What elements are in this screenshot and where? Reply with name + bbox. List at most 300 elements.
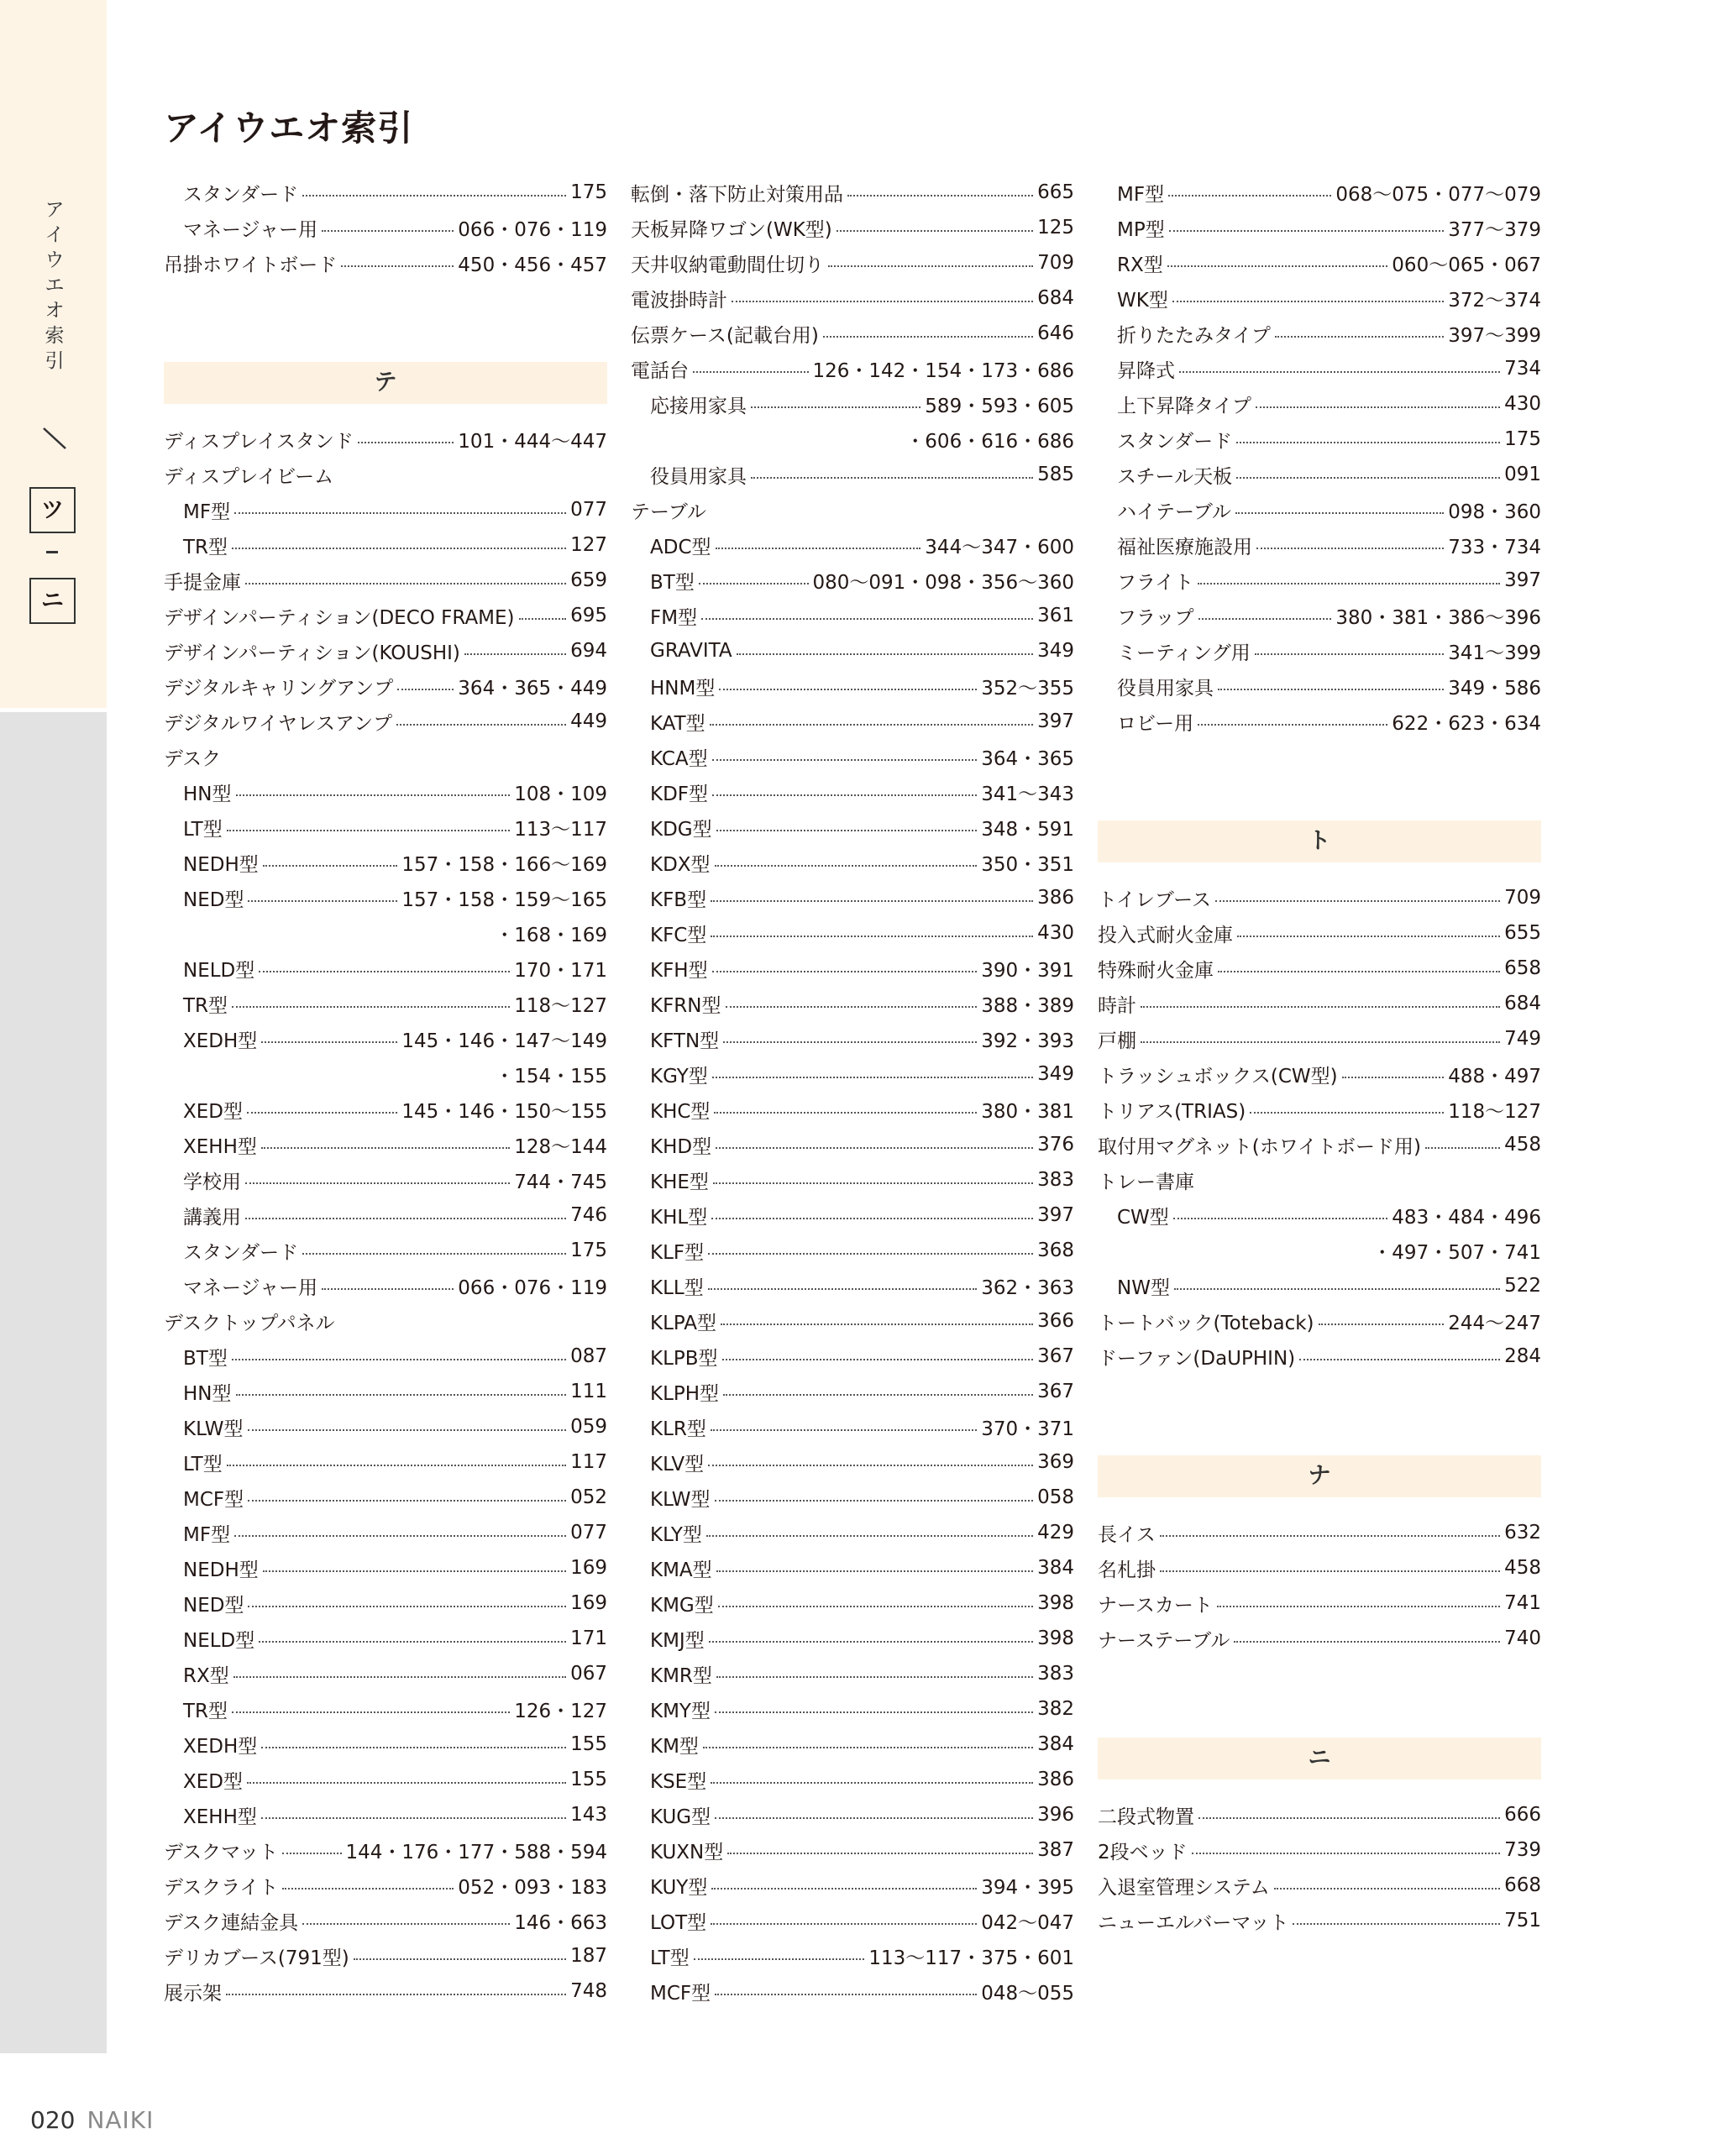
index-subentry [631,1586,1074,1621]
dot-leader [1218,971,1500,972]
entry-term: 講義用 [183,1206,241,1229]
section-heading: ニ [1098,1738,1541,1779]
entry-pages: 390・391 [981,959,1074,982]
entry-pages: 751 [1504,1910,1541,1931]
entry-pages: 364・365・449 [458,677,607,700]
index-subentry [631,1691,1074,1727]
index-subentry [1098,563,1541,598]
entry-pages: 349・586 [1448,677,1541,700]
entry-pages: 143 [570,1804,607,1826]
dot-leader [694,1958,865,1960]
dot-leader [721,1323,1033,1325]
entry-pages: 668 [1504,1874,1541,1896]
index-subentry [631,1444,1074,1480]
dot-leader [1234,1641,1500,1643]
index-subentry [631,1868,1074,1903]
entry-term: テーブル [631,501,706,523]
index-range-start-tab[interactable]: ツ [29,487,76,533]
index-subentry [631,1656,1074,1691]
index-subentry [164,845,607,880]
entry-pages: 349 [1037,1063,1074,1085]
dot-leader [397,689,454,690]
entry-pages: 344〜347・600 [925,536,1074,558]
dot-leader [302,1923,510,1925]
entry-pages: 740 [1504,1627,1541,1649]
dot-leader [1236,477,1500,479]
entry-term: デスク連結金具 [164,1911,299,1934]
entry-pages: 187 [570,1945,607,1967]
index-entry [1098,915,1541,951]
entry-term: TR型 [183,1700,228,1722]
index-subentry [1098,316,1541,351]
entry-term: NEDH型 [183,853,259,876]
entry-term: トラッシュボックス(CW型) [1098,1065,1338,1088]
entry-pages: 144・176・177・588・594 [345,1841,607,1863]
entry-pages: 101・444〜447 [458,430,607,453]
dot-leader [712,1077,1033,1078]
entry-pages: 458 [1504,1557,1541,1579]
dot-leader [712,971,978,972]
index-entry [1098,1162,1541,1198]
entry-term: MCF型 [650,1982,711,2005]
index-subentry [631,1303,1074,1339]
index-entry [631,245,1074,280]
entry-pages: 118〜127 [1448,1100,1541,1123]
entry-pages: 108・109 [514,783,607,805]
dot-leader [711,1782,1033,1784]
entry-pages: 126・127 [514,1700,607,1722]
index-entry [631,492,1074,527]
index-entry [1098,1550,1541,1586]
entry-term: フラップ [1117,606,1194,629]
entry-pages: 388・389 [981,994,1074,1017]
entry-pages: 113〜117・375・601 [868,1947,1074,1969]
entry-term: トートバック(Toteback) [1098,1312,1314,1334]
index-subentry [1098,668,1541,704]
index-column-2 [631,175,1074,2009]
dot-leader [722,1359,1034,1360]
index-subentry [164,1268,607,1303]
dot-leader [708,1465,1033,1466]
index-subentry [631,1727,1074,1762]
entry-term: KLL型 [650,1276,704,1299]
entry-pages: 169 [570,1592,607,1614]
dot-leader [302,195,566,197]
index-entry [164,1303,607,1339]
index-subentry [164,1691,607,1727]
dot-leader [711,1429,977,1431]
entry-pages: 744・745 [514,1171,607,1193]
entry-term: KFH型 [650,959,708,982]
entry-term: XEDH型 [183,1735,258,1758]
entry-term: 時計 [1098,994,1136,1017]
dot-leader [699,583,809,584]
index-subentry [631,810,1074,845]
index-subentry [1098,492,1541,527]
entry-term: デザインパーティション(DECO FRAME) [164,606,515,629]
entry-term: 長イス [1098,1523,1156,1546]
index-entry [164,1938,607,1973]
entry-term: 天井収納電動間仕切り [631,254,824,276]
dot-leader [1274,1888,1500,1890]
entry-pages: 118〜127 [514,994,607,1017]
entry-term: フライト [1117,571,1194,594]
entry-term: 手提金庫 [164,571,241,594]
entry-pages: 384 [1037,1733,1074,1755]
entry-term: KLW型 [650,1488,711,1511]
index-subentry [631,527,1074,563]
index-subentry [164,774,607,810]
entry-term: FM型 [650,606,698,629]
entry-term: XEHH型 [183,1135,257,1158]
entry-pages: 362・363 [981,1276,1074,1299]
index-subentry [1098,598,1541,633]
dot-leader [519,618,567,620]
entry-term: KAT型 [650,712,705,735]
entry-pages: 368 [1037,1240,1074,1261]
entry-term: NEDH型 [183,1559,259,1581]
dot-leader [263,865,398,867]
index-entry [164,422,607,457]
entry-pages: 449 [570,710,607,732]
entry-term: 昇降式 [1117,359,1175,382]
entry-pages: 622・623・634 [1392,712,1541,735]
entry-term: トリアス(TRIAS) [1098,1100,1246,1123]
index-subentry [1098,280,1541,316]
entry-pages: 080〜091・098・356〜360 [812,571,1074,594]
entry-pages: 659 [570,569,607,591]
entry-pages: 739 [1504,1839,1541,1861]
dot-leader [715,1711,1033,1713]
entry-pages: 244〜247 [1448,1312,1541,1334]
dot-leader [245,1182,510,1184]
entry-term: XED型 [183,1100,243,1123]
entry-pages: 284 [1504,1345,1541,1367]
entry-term: LT型 [183,1453,223,1475]
dot-leader [1215,900,1500,902]
entry-pages: 684 [1037,287,1074,309]
entry-term: ミーティング用 [1117,642,1251,664]
entry-term: 応接用家具 [650,395,747,417]
index-entry [164,1903,607,1938]
entry-pages: 091 [1504,464,1541,485]
index-column-3 [1098,175,1541,1938]
entry-pages: 170・171 [514,959,607,982]
entry-pages: 059 [570,1416,607,1438]
section-spacer [1098,1656,1541,1727]
entry-pages: 450・456・457 [458,254,607,276]
entry-term: スタンダード [1117,430,1233,453]
dot-leader [1174,1288,1500,1290]
dot-leader [708,1253,1033,1255]
index-subentry [164,210,607,245]
index-subentry [164,1127,607,1162]
section-spacer [1098,739,1541,810]
entry-term: KUXN型 [650,1841,724,1863]
index-subentry [164,951,607,986]
entry-term: XEDH型 [183,1030,258,1052]
dot-leader [464,653,566,655]
entry-pages: 488・497 [1448,1065,1541,1088]
index-subentry [631,1162,1074,1198]
entry-pages: 709 [1504,887,1541,909]
dot-leader [1256,548,1444,549]
index-subentry [631,915,1074,951]
entry-pages: 370・371 [981,1418,1074,1440]
entry-pages: 067 [570,1663,607,1685]
entry-term: NED型 [183,1594,244,1617]
dot-leader [282,1888,454,1890]
entry-pages: 175 [570,181,607,203]
dot-leader [1218,689,1444,690]
entry-term: LT型 [650,1947,690,1969]
entry-term: デリカブース(791型) [164,1947,349,1969]
index-entry [631,316,1074,351]
dot-leader [727,1853,1033,1854]
entry-term: 福祉医療施設用 [1117,536,1252,558]
entry-term: 二段式物置 [1098,1806,1194,1828]
index-entry [1098,1021,1541,1056]
entry-pages: 369 [1037,1451,1074,1473]
entry-term: ナーステーブル [1098,1629,1230,1652]
index-subentry [164,492,607,527]
index-subentry [631,563,1074,598]
dot-leader [711,936,1033,937]
index-entry [1098,1515,1541,1550]
index-subentry [164,1621,607,1656]
entry-pages: 746 [570,1204,607,1226]
entry-pages: 146・663 [514,1911,607,1934]
index-subentry [164,1515,607,1550]
entry-term: 入退室管理システム [1098,1876,1270,1899]
index-subentry [164,527,607,563]
section-spacer [164,280,607,351]
entry-term: HN型 [183,783,232,805]
index-entry [1098,1303,1541,1339]
index-entry [164,704,607,739]
dot-leader [247,1112,397,1114]
entry-pages: 058 [1037,1486,1074,1508]
entry-pages: 734 [1504,358,1541,380]
entry-term: GRAVITA [650,640,732,662]
index-column-1 [164,175,607,2009]
dot-leader [248,900,397,902]
dot-leader [837,230,1033,232]
dot-leader [1235,512,1444,514]
index-range-end-tab[interactable]: ニ [29,578,76,624]
entry-term: KMA型 [650,1559,712,1581]
index-subentry [631,739,1074,774]
entry-pages: 349 [1037,640,1074,662]
dot-leader [712,759,978,761]
dot-leader [711,1888,977,1890]
entry-pages: 380・381・386〜396 [1335,606,1541,629]
entry-pages: 098・360 [1448,501,1541,523]
dot-leader [233,1676,566,1678]
entry-term: ADC型 [650,536,711,558]
entry-term: デスクライト [164,1876,279,1899]
entry-term: LOT型 [650,1911,707,1934]
entry-term: 折りたたみタイプ [1117,324,1271,347]
index-subentry [631,1092,1074,1127]
entry-term: KDG型 [650,818,712,841]
index-subentry [631,1268,1074,1303]
index-subentry [164,1233,607,1268]
index-entry [631,175,1074,210]
entry-pages: 361 [1037,605,1074,626]
dot-leader [710,724,1033,726]
entry-pages: 377〜379 [1448,218,1541,241]
entry-term: ロビー用 [1117,712,1194,735]
entry-term: スチール天板 [1117,465,1233,488]
dot-leader [322,230,454,232]
entry-term: KLY型 [650,1523,702,1546]
dot-leader [1192,1853,1500,1854]
dot-leader [716,548,921,549]
index-subentry [631,1621,1074,1656]
entry-pages: ・606・616・686 [905,430,1074,453]
diagonal-slash-divider [37,420,74,457]
dot-leader [1198,583,1500,584]
dot-leader [1198,618,1332,620]
entry-pages: 380・381 [981,1100,1074,1123]
dot-leader [715,865,978,867]
index-subentry [631,951,1074,986]
dot-leader [1299,1359,1500,1360]
entry-pages: 458 [1504,1134,1541,1156]
dot-leader [703,1747,1033,1748]
entry-pages: 392・393 [981,1030,1074,1052]
dot-leader [712,794,977,796]
dot-leader [1160,1570,1500,1572]
entry-term: マネージャー用 [183,218,318,241]
dot-leader [716,1147,1033,1149]
dot-leader [711,900,1033,902]
entry-pages: 127 [570,534,607,556]
entry-term: CW型 [1117,1206,1169,1229]
index-subentry [1098,351,1541,386]
index-entry [164,1973,607,2009]
entry-term: KUG型 [650,1806,711,1828]
dot-leader [716,1676,1033,1678]
entry-term: KMJ型 [650,1629,705,1652]
dot-leader [234,512,566,514]
entry-pages: 169 [570,1557,607,1579]
entry-term: ニューエルバーマット [1098,1911,1289,1934]
entry-term: KCA型 [650,747,708,770]
entry-pages: 157・158・159〜165 [401,888,607,911]
dot-leader [263,1570,566,1572]
entry-term: KUY型 [650,1876,708,1899]
entry-term: ディスプレイスタンド [164,430,354,453]
entry-pages: 126・142・154・173・686 [812,359,1074,382]
index-subentry [164,1021,607,1056]
index-entry [164,739,607,774]
dot-leader [282,1853,341,1854]
entry-pages: 665 [1037,181,1074,203]
index-entry [1098,1868,1541,1903]
entry-pages: 741 [1504,1592,1541,1614]
dot-leader [341,265,454,267]
index-subentry [164,1656,607,1691]
index-subentry [164,1409,607,1444]
dot-leader [302,1253,566,1255]
entry-term: マネージャー用 [183,1276,318,1299]
entry-pages: 655 [1504,922,1541,944]
entry-pages: 113〜117 [514,818,607,841]
dot-leader [716,830,978,831]
entry-pages: 684 [1504,993,1541,1014]
entry-pages: 367 [1037,1345,1074,1367]
entry-term: デスク [164,747,222,770]
index-subentry [164,175,607,210]
section-heading: ト [1098,820,1541,862]
entry-pages: ・168・169 [495,924,607,946]
entry-term: MF型 [183,501,231,523]
dot-leader [1256,406,1500,408]
dot-leader [823,336,1033,338]
entry-pages: 387 [1037,1839,1074,1861]
entry-term: TR型 [183,536,228,558]
dot-leader [1250,1112,1444,1114]
entry-pages: 060〜065・067 [1392,254,1541,276]
entry-pages: 666 [1504,1804,1541,1826]
entry-pages: 111 [570,1381,607,1402]
index-entry-continuation [164,915,607,951]
entry-pages: ・497・507・741 [1372,1241,1541,1264]
entry-term: 戸棚 [1098,1030,1136,1052]
index-subentry [1098,422,1541,457]
index-entry-continuation [1098,1233,1541,1268]
index-subentry [1098,527,1541,563]
entry-pages: 733・734 [1448,536,1541,558]
entry-pages: 348・591 [981,818,1074,841]
section-heading: テ [164,362,607,404]
dot-leader [1173,1218,1387,1219]
section-spacer [1098,1374,1541,1444]
dot-leader [322,1288,454,1290]
entry-term: NELD型 [183,1629,255,1652]
entry-term: KFB型 [650,888,707,911]
index-subentry [631,1480,1074,1515]
index-subentry [631,774,1074,810]
index-subentry [631,598,1074,633]
dot-leader [248,1429,567,1431]
entry-pages: 145・146・150〜155 [401,1100,607,1123]
dot-leader [706,1535,1033,1537]
entry-term: 上下昇降タイプ [1117,395,1251,417]
dot-leader [1179,371,1500,373]
entry-term: KLPB型 [650,1347,718,1370]
dot-leader [236,1394,567,1396]
entry-term: KLPA型 [650,1312,717,1334]
index-subentry [631,1056,1074,1092]
dot-leader [1293,1923,1500,1925]
entry-term: LT型 [183,818,223,841]
entry-pages: 709 [1037,252,1074,274]
entry-pages: 068〜075・077〜079 [1335,183,1541,206]
index-subentry [631,1409,1074,1444]
dot-leader [737,653,1033,655]
entry-pages: 066・076・119 [458,1276,607,1299]
dot-leader [261,1147,510,1149]
entry-term: MP型 [1117,218,1165,241]
entry-pages: 372〜374 [1448,289,1541,312]
dot-leader [227,830,510,831]
entry-pages: 632 [1504,1522,1541,1544]
dot-leader [1198,724,1387,726]
entry-pages: 125 [1037,217,1074,238]
